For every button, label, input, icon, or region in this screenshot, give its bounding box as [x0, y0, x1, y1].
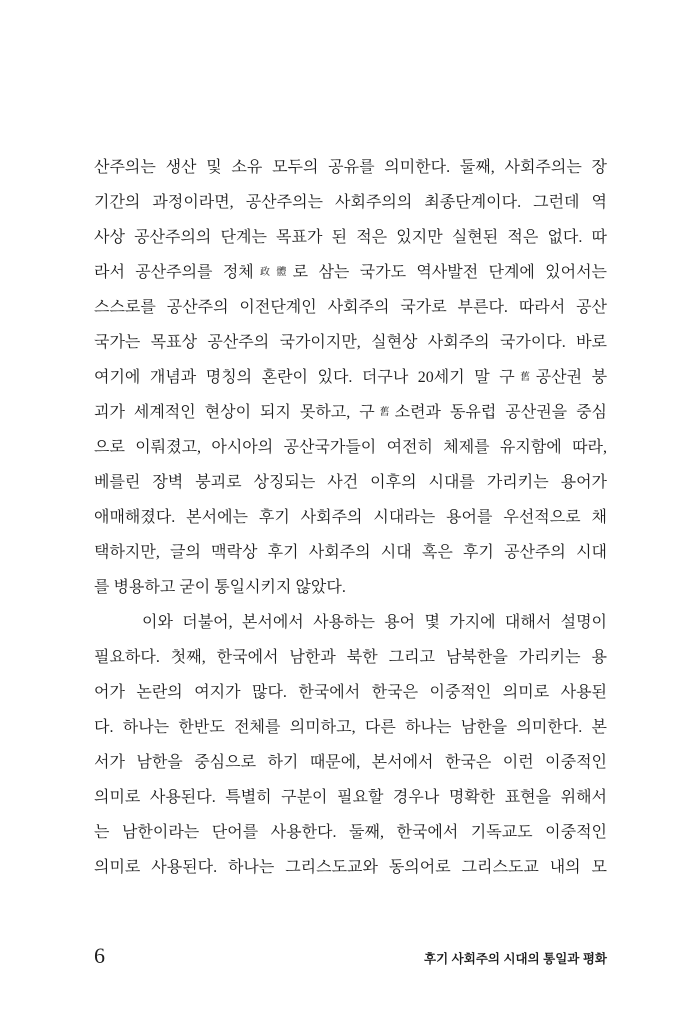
text-line — [94, 850, 607, 885]
text-segment: 의미로 사용된다. 특별히 구분이 필요할 경우나 명확한 표현을 위해서 — [94, 789, 607, 806]
text-segment: 를 병용하고 굳이 통일시키지 않았다. — [94, 579, 346, 596]
text-segment: 국가는 목표상 공산주의 국가이지만, 실현상 사회주의 국가이다. 바로 — [94, 334, 607, 351]
text-segment: 공산권 붕 — [535, 369, 607, 386]
hanja-gloss: 舊 — [514, 372, 536, 383]
hanja-gloss: 政體 — [253, 267, 293, 278]
text-segment: 기간의 과정이라면, 공산주의는 사회주의의 최종단계이다. 그런데 역 — [94, 194, 607, 211]
text-line — [94, 465, 607, 500]
text-line — [94, 360, 607, 395]
text-segment: 애매해졌다. 본서에는 후기 사회주의 시대라는 용어를 우선적으로 채 — [94, 509, 607, 526]
text-line — [94, 605, 607, 640]
text-segment: 베를린 장벽 붕괴로 상징되는 사건 이후의 시대를 가리키는 용어가 — [94, 474, 607, 491]
text-segment: 사상 공산주의의 단계는 목표가 된 적은 있지만 실현된 적은 없다. 따 — [94, 229, 607, 246]
text-line — [94, 675, 607, 710]
text-line — [94, 535, 607, 570]
text-segment: 서가 남한을 중심으로 하기 때문에, 본서에서 한국은 이런 이중적인 — [94, 754, 607, 771]
text-line — [94, 220, 607, 255]
text-segment: 괴가 세계적인 현상이 되지 못하고, 구 — [94, 404, 375, 421]
text-segment: 는 남한이라는 단어를 사용한다. 둘째, 한국에서 기독교도 이중적인 — [94, 824, 607, 841]
text-segment: 라서 공산주의를 정체 — [94, 264, 254, 281]
text-segment: 으로 이뤄졌고, 아시아의 공산국가들이 여전히 체제를 유지함에 따라, — [94, 439, 607, 456]
text-segment: 이와 더불어, 본서에서 사용하는 용어 몇 가지에 대해서 설명이 — [142, 614, 607, 631]
text-line — [94, 570, 607, 605]
body-text — [94, 150, 607, 885]
text-line — [94, 815, 607, 850]
text-segment: 필요하다. 첫째, 한국에서 남한과 북한 그리고 남북한을 가리키는 용 — [94, 649, 607, 666]
text-line — [94, 290, 607, 325]
text-segment: 여기에 개념과 명칭의 혼란이 있다. 더구나 20세기 말 구 — [94, 369, 515, 386]
hanja-gloss: 舊 — [374, 407, 395, 418]
text-line — [94, 745, 607, 780]
text-line — [94, 640, 607, 675]
text-line — [94, 255, 607, 290]
text-segment: 어가 논란의 여지가 많다. 한국에서 한국은 이중적인 의미로 사용된 — [94, 684, 607, 701]
text-segment: 택하지만, 글의 맥락상 후기 사회주의 시대 혹은 후기 공산주의 시대 — [94, 544, 607, 561]
running-title: 후기 사회주의 시대의 통일과 평화 — [424, 952, 607, 966]
text-line — [94, 150, 607, 185]
text-line — [94, 185, 607, 220]
text-line — [94, 430, 607, 465]
text-segment: 소련과 동유럽 공산권을 중심 — [394, 404, 607, 421]
text-line — [94, 500, 607, 535]
text-line — [94, 780, 607, 815]
page-number: 6 — [94, 943, 105, 968]
text-segment: 의미로 사용된다. 하나는 그리스도교와 동의어로 그리스도교 내의 모 — [94, 859, 607, 876]
text-segment: 다. 하나는 한반도 전체를 의미하고, 다른 하나는 남한을 의미한다. 본 — [94, 719, 607, 736]
text-segment: 산주의는 생산 및 소유 모두의 공유를 의미한다. 둘째, 사회주의는 장 — [94, 159, 607, 176]
text-line — [94, 710, 607, 745]
text-segment: 스스로를 공산주의 이전단계인 사회주의 국가로 부른다. 따라서 공산 — [94, 299, 607, 316]
text-line — [94, 325, 607, 360]
text-line — [94, 395, 607, 430]
text-segment: 로 삼는 국가도 역사발전 단계에 있어서는 — [292, 264, 607, 281]
